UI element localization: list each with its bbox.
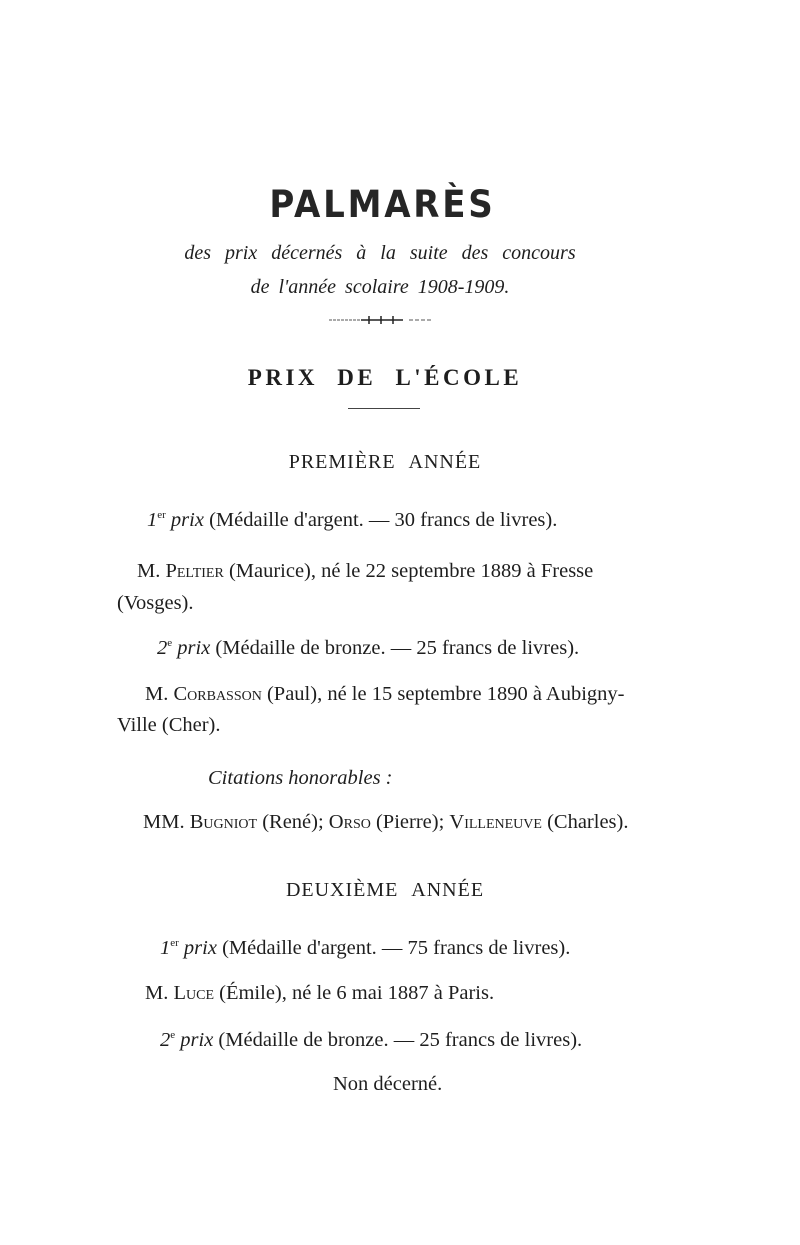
winner-surname: Luce <box>173 982 215 1004</box>
prize-label: prix <box>180 1029 214 1051</box>
honorific: MM. <box>143 811 185 833</box>
prize-rank: 1 <box>147 509 158 531</box>
citations-line <box>143 812 628 833</box>
not-awarded-note: Non décerné. <box>333 1073 443 1095</box>
prize-detail: (Médaille d'argent. — 30 francs de livres). <box>209 509 558 531</box>
citation-firstname: (René); <box>262 811 324 833</box>
subtitle-line-1: des prix décernés à la suite des concours <box>184 242 576 264</box>
winner-details: (Maurice), né le 22 septembre 1889 à Fresse <box>228 560 594 582</box>
year-heading-second: DEUXIÈME ANNÉE <box>285 879 485 901</box>
winner-line-second-1 <box>145 983 494 1004</box>
honorific: M. <box>145 683 169 705</box>
year-heading-first: PREMIÈRE ANNÉE <box>288 451 482 473</box>
citation-surname: Bugniot <box>189 811 258 833</box>
page-title: PALMARÈS <box>269 183 496 226</box>
prize-rank: 2 <box>157 637 168 659</box>
winner-line-first-1 <box>137 561 593 582</box>
honorific: M. <box>145 982 169 1004</box>
winner-details: (Paul), né le 15 septembre 1890 à Aubigny- <box>266 683 625 705</box>
winner-line-first-1-cont: (Vosges). <box>117 592 194 614</box>
prize-rank-suffix: e <box>170 1029 176 1041</box>
citation-surname: Orso <box>328 811 371 833</box>
section-rule <box>348 408 420 409</box>
winner-surname: Corbasson <box>173 683 262 705</box>
prize-detail: (Médaille de bronze. — 25 francs de livres). <box>218 1029 583 1051</box>
citation-firstname: (Charles). <box>547 811 629 833</box>
citation-firstname: (Pierre); <box>375 811 445 833</box>
prize-label: prix <box>183 937 217 959</box>
prize-label: prix <box>177 637 211 659</box>
prize-line-second-2 <box>160 1030 582 1051</box>
prize-line-first-1 <box>147 510 557 531</box>
honorific: M. <box>137 560 161 582</box>
winner-line-first-2 <box>145 684 625 705</box>
prize-detail: (Médaille de bronze. — 25 francs de livres). <box>215 637 580 659</box>
subtitle-line-2: de l'année scolaire 1908-1909. <box>250 276 510 298</box>
prize-rank-suffix: e <box>167 637 173 649</box>
prize-line-first-2 <box>157 638 579 659</box>
prize-label: prix <box>170 509 204 531</box>
winner-surname: Peltier <box>165 560 224 582</box>
winner-line-first-2-cont: Ville (Cher). <box>117 714 221 736</box>
prize-detail: (Médaille d'argent. — 75 francs de livres). <box>222 937 571 959</box>
prize-rank-suffix: er <box>157 509 166 521</box>
prize-rank: 2 <box>160 1029 171 1051</box>
winner-details: (Émile), né le 6 mai 1887 à Paris. <box>219 982 495 1004</box>
citation-surname: Villeneuve <box>449 811 542 833</box>
citations-label: Citations honorables : <box>208 767 393 789</box>
ornament-divider <box>325 313 437 327</box>
prize-line-second-1 <box>160 938 570 959</box>
prize-rank-suffix: er <box>170 937 179 949</box>
section-title: PRIX DE L'ÉCOLE <box>247 365 523 390</box>
prize-rank: 1 <box>160 937 171 959</box>
